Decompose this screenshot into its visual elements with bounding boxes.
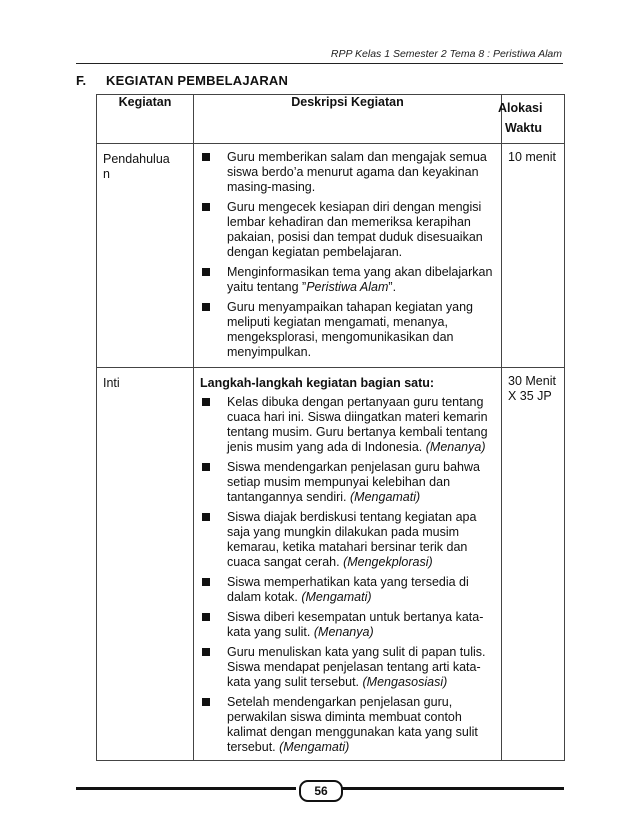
item-text: Siswa diberi kesempatan untuk bertanya kata-kata yang sulit. [227, 610, 484, 639]
step-title: Langkah-langkah kegiatan bagian satu: [200, 376, 435, 390]
time-allocation: 30 Menit [508, 374, 556, 388]
list-item [200, 575, 495, 605]
footer-rule-left [76, 787, 296, 790]
page-number: 56 [299, 780, 343, 802]
column-header-kegiatan: Kegiatan [97, 95, 194, 144]
phase-cell [97, 144, 194, 368]
square-bullet-icon [202, 153, 210, 161]
item-text: Kelas dibuka dengan pertanyaan guru tentang cuaca hari ini. Siswa diingatkan materi kemarin tentang musim. Guru bertanya kembali tentang jenis musim yang ada di Indonesia. [227, 395, 488, 454]
square-bullet-icon [202, 513, 210, 521]
theme-name: Peristiwa Alam [306, 280, 389, 294]
list-item [200, 265, 495, 295]
activity-list [200, 395, 495, 755]
time-cell [502, 368, 565, 761]
list-item [200, 610, 495, 640]
list-item [200, 645, 495, 690]
item-text: Menginformasikan tema yang akan dibelajarkan yaitu tentang ” [227, 265, 493, 294]
activity-tag: (Menanya) [313, 625, 374, 639]
activity-list [200, 150, 495, 360]
description-cell [194, 368, 502, 761]
activity-tag: (Mengamati) [301, 590, 372, 604]
table-row-inti [97, 368, 565, 761]
list-item [200, 695, 495, 755]
waktu-label: Waktu [505, 121, 543, 135]
square-bullet-icon [202, 698, 210, 706]
alokasi-label: Alokasi [498, 101, 543, 115]
time-allocation-jp: X 35 JP [508, 389, 552, 403]
activity-tag: (Mengamati) [350, 490, 421, 504]
section-number: F. [76, 73, 87, 88]
item-text: Siswa diajak berdiskusi tentang kegiatan apa saja yang mungkin dilakukan pada musim kemarau, ketika matahari bersinar terik dan cuaca sangat cerah. [227, 510, 477, 569]
section-title: KEGIATAN PEMBELAJARAN [106, 73, 289, 88]
time-cell [502, 144, 565, 368]
square-bullet-icon [202, 203, 210, 211]
activity-tag: (Mengamati) [279, 740, 350, 754]
activity-tag: (Mengekplorasi) [343, 555, 433, 569]
item-text: Guru memberikan salam dan mengajak semua siswa berdo’a menurut agama dan keyakinan masing-masing. [227, 150, 487, 194]
item-text: Setelah mendengarkan penjelasan guru, perwakilan siswa diminta membuat contoh kalimat dengan menggunakan kata yang sulit tersebut. [227, 695, 478, 754]
item-text-end: ”. [388, 280, 397, 294]
item-text: Siswa mendengarkan penjelasan guru bahwa setiap musim mempunyai kelebihan dan tantangannya sendiri. [227, 460, 480, 504]
header-rule [76, 63, 563, 64]
square-bullet-icon [202, 268, 210, 276]
list-item [200, 200, 495, 260]
square-bullet-icon [202, 463, 210, 471]
list-item [200, 395, 495, 455]
list-item [200, 460, 495, 505]
phase-cell [97, 368, 194, 761]
phase-label-wrap: n [103, 167, 110, 181]
item-text: Guru menuliskan kata yang sulit di papan tulis. Siswa mendapat penjelasan tentang arti kata-kata yang sulit tersebut. [227, 645, 486, 689]
item-text: Siswa memperhatikan kata yang tersedia di dalam kotak. [227, 575, 469, 604]
description-cell [194, 144, 502, 368]
list-item [200, 300, 495, 360]
item-text: Guru menyampaikan tahapan kegiatan yang meliputi kegiatan mengamati, menanya, mengeksplorasi, mengomunikasikan dan menyimpulkan. [227, 300, 473, 359]
square-bullet-icon [202, 303, 210, 311]
square-bullet-icon [202, 613, 210, 621]
column-header-deskripsi: Deskripsi Kegiatan [194, 95, 502, 144]
activity-tag: (Mengasosiasi) [362, 675, 448, 689]
square-bullet-icon [202, 648, 210, 656]
list-item [200, 150, 495, 195]
footer-rule-right [340, 787, 564, 790]
square-bullet-icon [202, 578, 210, 586]
column-header-alokasi [498, 95, 565, 144]
time-allocation: 10 menit [508, 150, 556, 164]
list-item [200, 510, 495, 570]
running-header: RPP Kelas 1 Semester 2 Tema 8 : Peristiwa Alam [330, 48, 562, 60]
phase-label: Pendahulua [103, 152, 170, 166]
square-bullet-icon [202, 398, 210, 406]
activity-table [96, 94, 565, 761]
phase-label: Inti [103, 376, 120, 390]
activity-tag: (Menanya) [425, 440, 486, 454]
table-row-pendahuluan [97, 144, 565, 368]
table-header-row [97, 95, 565, 144]
item-text: Guru mengecek kesiapan diri dengan mengisi lembar kehadiran dan memeriksa kerapihan pakaian, posisi dan tempat duduk disesuaikan dengan kegiatan pembelajaran. [227, 200, 483, 259]
